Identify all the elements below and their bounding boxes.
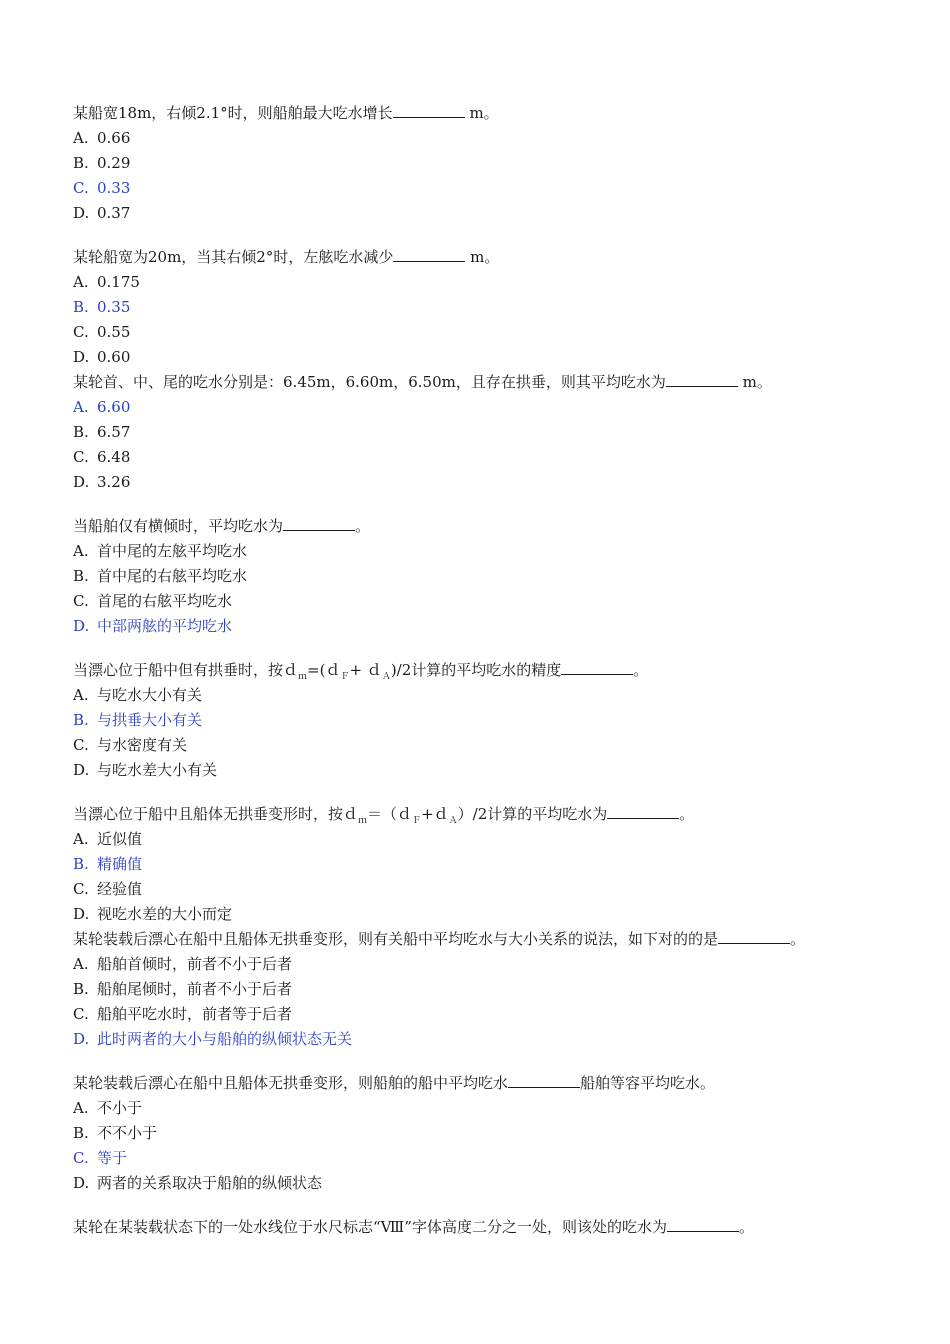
question-1 bbox=[73, 101, 903, 226]
option-b: B. 不不小于 bbox=[73, 1124, 158, 1142]
stem-text: 某轮首、中、尾的吃水分别是：6.45m，6.60m，6.50m，且存在拱垂，则其平均吃水为 bbox=[73, 373, 666, 391]
answer-blank bbox=[666, 372, 738, 387]
option-b-correct: B. 与拱垂大小有关 bbox=[73, 711, 203, 729]
option-c: C. 船舶平吃水时，前者等于后者 bbox=[73, 1005, 293, 1023]
option-d: D. 两者的关系取决于船舶的纵倾状态 bbox=[73, 1174, 323, 1192]
answer-blank bbox=[561, 660, 633, 675]
answer-blank bbox=[718, 929, 790, 944]
question-stem bbox=[73, 927, 903, 952]
question-stem: 当漂心位于船中且船体无拱垂变形时，按ｄ$_m$＝（ｄ$_F$+ｄ$_A$）/2计算的平均吃水为 。 bbox=[73, 805, 695, 826]
option-a: A. 船舶首倾时，前者不小于后者 bbox=[73, 955, 293, 973]
answer-blank bbox=[393, 103, 465, 118]
option-c: C. 与水密度有关 bbox=[73, 736, 188, 754]
option-d-correct: D. 中部两舷的平均吃水 bbox=[73, 617, 233, 635]
stem-suffix: 。 bbox=[355, 517, 371, 535]
question-5 bbox=[73, 658, 903, 783]
question-stem bbox=[73, 1071, 903, 1096]
option-d: D. 0.60 bbox=[73, 348, 131, 366]
stem-text: 某轮在某装载状态下的一处水线位于水尺标志“Ⅷ”字体高度二分之一处，则该处的吃水为 bbox=[73, 1218, 667, 1236]
stem-suffix: m。 bbox=[464, 104, 499, 122]
option-d: D. 视吃水差的大小而定 bbox=[73, 905, 233, 923]
question-9 bbox=[73, 1215, 903, 1240]
question-stem bbox=[73, 245, 903, 270]
option-a: A. 0.66 bbox=[73, 129, 131, 147]
option-b: B. 船舶尾倾时，前者不小于后者 bbox=[73, 980, 293, 998]
option-d: D. 3.26 bbox=[73, 473, 131, 491]
question-stem bbox=[73, 514, 903, 539]
stem-suffix: 船舶等容平均吃水。 bbox=[580, 1074, 716, 1092]
option-a: A. 首中尾的左舷平均吃水 bbox=[73, 542, 248, 560]
answer-blank bbox=[393, 247, 465, 262]
option-a-correct: A. 6.60 bbox=[73, 398, 131, 416]
question-8 bbox=[73, 1071, 903, 1196]
answer-blank bbox=[283, 516, 355, 531]
question-stem bbox=[73, 1215, 903, 1240]
option-c: C. 0.55 bbox=[73, 323, 131, 341]
answer-blank bbox=[667, 1217, 739, 1232]
option-b-correct: B. 0.35 bbox=[73, 298, 131, 316]
question-list bbox=[73, 101, 903, 1240]
option-d-correct: D. 此时两者的大小与船舶的纵倾状态无关 bbox=[73, 1030, 353, 1048]
question-stem: 当漂心位于船中但有拱垂时，按ｄ$_m$=(ｄ$_F$+ ｄ$_A$)/2计算的平均吃水的精度 。 bbox=[73, 661, 649, 682]
option-c: C. 经验值 bbox=[73, 880, 143, 898]
option-c: C. 6.48 bbox=[73, 448, 131, 466]
question-7 bbox=[73, 927, 903, 1052]
answer-blank bbox=[607, 804, 679, 819]
option-d: D. 与吃水差大小有关 bbox=[73, 761, 218, 779]
answer-blank bbox=[508, 1073, 580, 1088]
stem-suffix: m。 bbox=[737, 373, 772, 391]
stem-text: 某船宽18m，右倾2.1°时，则船舶最大吃水增长 bbox=[73, 104, 393, 122]
question-4 bbox=[73, 514, 903, 639]
stem-text: 某轮船宽为20m，当其右倾2°时，左舷吃水减少 bbox=[73, 248, 394, 266]
question-6 bbox=[73, 802, 903, 927]
option-b-correct: B. 精确值 bbox=[73, 855, 143, 873]
question-2 bbox=[73, 245, 903, 370]
option-a: A. 与吃水大小有关 bbox=[73, 686, 203, 704]
option-d: D. 0.37 bbox=[73, 204, 131, 222]
question-stem bbox=[73, 370, 903, 395]
stem-text: 某轮装载后漂心在船中且船体无拱垂变形，则有关船中平均吃水与大小关系的说法，如下对的的是 bbox=[73, 930, 719, 948]
stem-suffix: m。 bbox=[465, 248, 500, 266]
option-a: A. 近似值 bbox=[73, 830, 143, 848]
stem-text: 某轮装载后漂心在船中且船体无拱垂变形，则船舶的船中平均吃水 bbox=[73, 1074, 509, 1092]
option-c-correct: C. 0.33 bbox=[73, 179, 131, 197]
option-c: C. 首尾的右舷平均吃水 bbox=[73, 592, 233, 610]
question-stem bbox=[73, 101, 903, 126]
option-a: A. 不小于 bbox=[73, 1099, 143, 1117]
option-b: B. 0.29 bbox=[73, 154, 131, 172]
option-b: B. 首中尾的右舷平均吃水 bbox=[73, 567, 248, 585]
option-a: A. 0.175 bbox=[73, 273, 140, 291]
option-c-correct: C. 等于 bbox=[73, 1149, 128, 1167]
question-3 bbox=[73, 370, 903, 495]
stem-suffix: 。 bbox=[738, 1218, 754, 1236]
stem-suffix: 。 bbox=[790, 930, 806, 948]
stem-text: 当船舶仅有横倾时，平均吃水为 bbox=[73, 517, 284, 535]
option-b: B. 6.57 bbox=[73, 423, 131, 441]
